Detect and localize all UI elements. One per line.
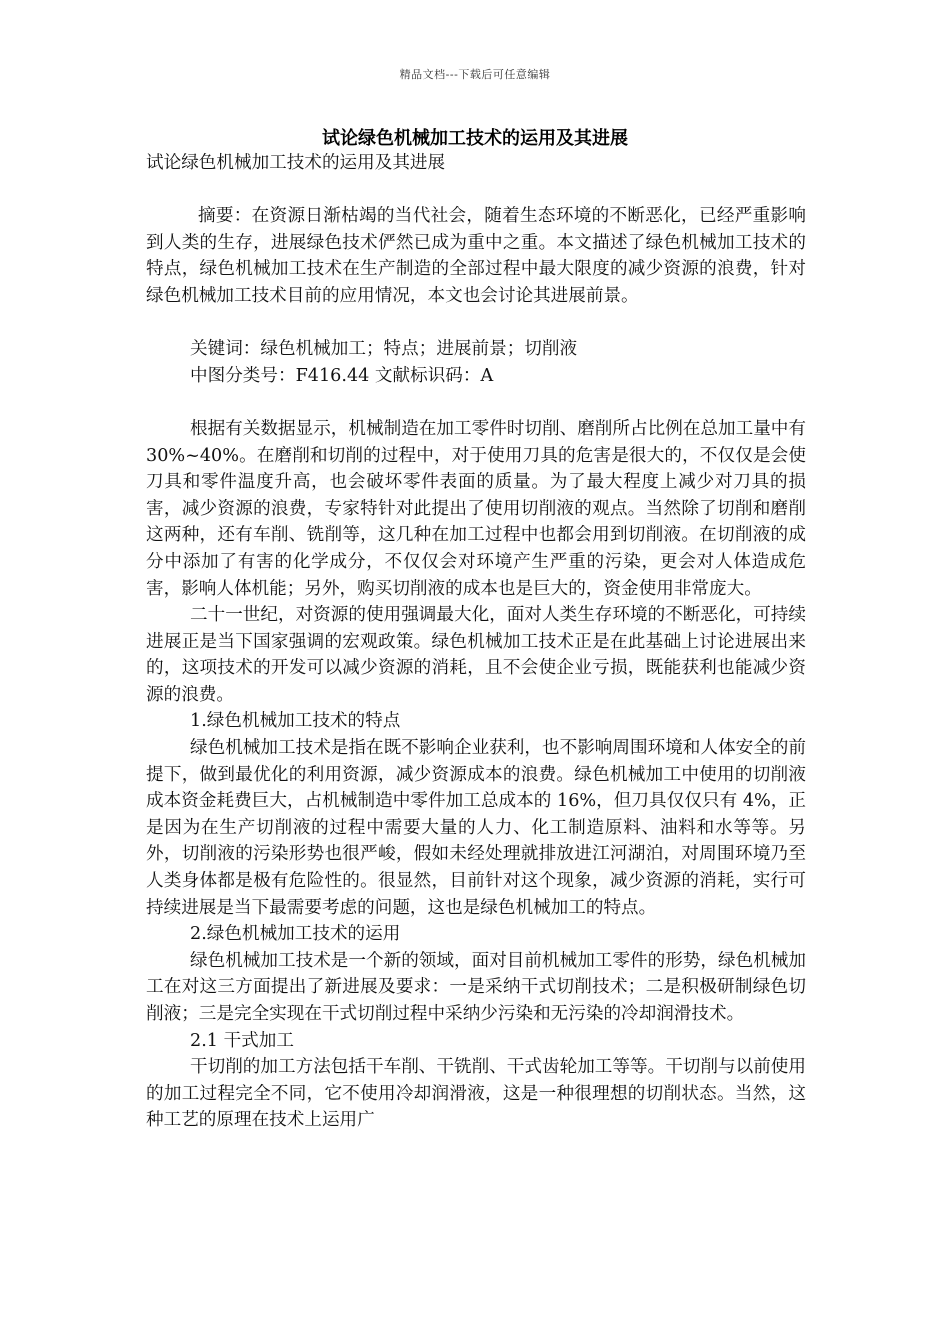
blank-line <box>146 310 806 337</box>
abstract-paragraph: 摘要：在资源日渐枯竭的当代社会，随着生态环境的不断恶化，已经严重影响到人类的生存，进展绿色技术俨然已成为重中之重。本文描述了绿色机械加工技术的特点，绿色机械加工技术在生产制造的全部过程中最大限度的减少资源的浪费，针对绿色机械加工技术目前的应用情况，本文也会讨论其进展前景。 <box>146 206 806 306</box>
header-note: 精品文档---下载后可任意编辑 <box>399 68 551 81</box>
keywords-line: 关键词：绿色机械加工；特点；进展前景；切削液 <box>190 339 578 360</box>
body-paragraph-5: 干切削的加工方法包括干车削、干铣削、干式齿轮加工等等。干切削与以前使用的加工过程完全不同，它不使用冷却润滑液，这是一种很理想的切削状态。当然，这种工艺的原理在技术上运用广 <box>146 1057 806 1131</box>
document-body <box>146 150 806 1134</box>
body-paragraph-2: 二十一世纪，对资源的使用强调最大化，面对人类生存环境的不断恶化，可持续进展正是当下国家强调的宏观政策。绿色机械加工技术正是在此基础上讨论进展出来的，这项技术的开发可以减少资源的消耗，且不会使企业亏损，既能获利也能减少资源的浪费。 <box>146 605 806 705</box>
body-paragraph-3: 绿色机械加工技术是指在既不影响企业获利，也不影响周围环境和人体安全的前提下，做到最优化的利用资源，减少资源成本的浪费。绿色机械加工中使用的切削液成本资金耗费巨大，占机械制造中零件加工总成本的 16%，但刀具仅仅只有 4%，正是因为在生产切削液的过程中需要大量的人力、化工制造原料、油料和水等等。另外，切削液的污染形势也很严峻，假如未经处理就排放进江河湖泊，对周围环境乃至人类身体都是极有危险性的。很显然，目前针对这个现象，减少资源的消耗，实行可持续进展是当下最需要考虑的问题，这也是绿色机械加工的特点。 <box>146 738 806 918</box>
section-heading-2: 2.绿色机械加工技术的运用 <box>190 924 401 945</box>
document-title: 试论绿色机械加工技术的运用及其进展 <box>322 128 628 149</box>
blank-line <box>146 177 806 204</box>
document-subtitle: 试论绿色机械加工技术的运用及其进展 <box>146 153 446 173</box>
body-paragraph-4: 绿色机械加工技术是一个新的领域，面对目前机械加工零件的形势，绿色机械加工在对这三方面提出了新进展及要求：一是采纳干式切削技术；二是积极研制绿色切削液；三是完全实现在干式切削过程中采纳少污染和无污染的冷却润滑技术。 <box>146 950 806 1024</box>
classification-line: 中图分类号：F416.44 文献标识码：A <box>190 365 494 386</box>
section-heading-1: 1.绿色机械加工技术的特点 <box>190 711 401 732</box>
blank-line <box>146 389 806 416</box>
body-paragraph-1: 根据有关数据显示，机械制造在加工零件时切削、磨削所占比例在总加工量中有 30%~40%。在磨削和切削的过程中，对于使用刀具的危害是很大的，不仅仅是会使刀具和零件温度升高，也会破坏零件表面的质量。为了最大程度上减少对刀具的损害，减少资源的浪费，专家特针对此提出了使用切削液的观点。当然除了切削和磨削这两种，还有车削、铣削等，这几种在加工过程中也都会用到切削液。在切削液的成分中添加了有害的化学成分，不仅仅会对环境产生严重的污染，更会对人体造成危害，影响人体机能；另外，购买切削液的成本也是巨大的，资金使用非常庞大。 <box>146 418 806 599</box>
section-heading-2-1: 2.1 干式加工 <box>190 1030 294 1051</box>
